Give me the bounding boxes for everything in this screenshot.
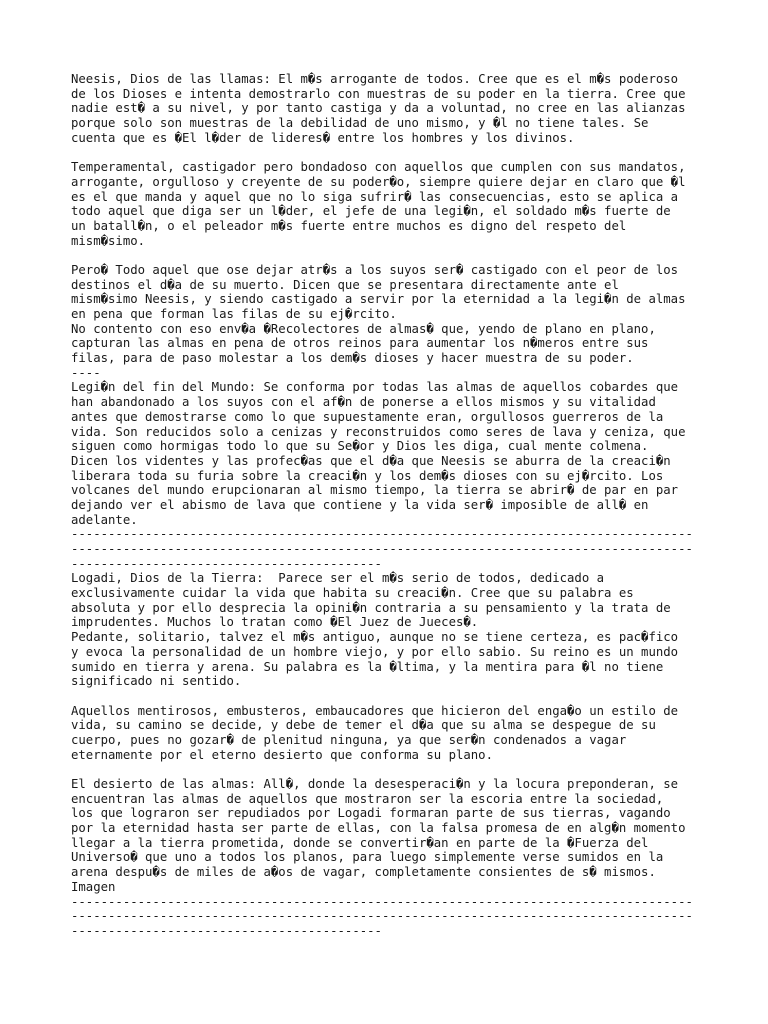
- text-line: filas, para de paso molestar a los dem�s dioses y hacer muestra de su poder.: [71, 351, 634, 366]
- text-line: arena despu�s de miles de a�os de vagar, completamente consientes de s� mismos.: [71, 865, 656, 880]
- paragraph-liars-fate: [71, 704, 711, 763]
- paragraph-legion-and-logadi: [71, 263, 711, 689]
- text-line: sumido en tierra y arena. Su palabra es la �ltima, y la mentira para �l no tiene: [71, 659, 664, 674]
- text-line: por la eternidad hasta ser parte de ellas, con la falsa promesa de en alg�n momento: [71, 821, 686, 836]
- text-line: imprudentes. Muchos lo tratan como �El Juez de Jueces�.: [71, 615, 479, 630]
- separator-line: ------------------------------------------------------------------------------------: [71, 909, 693, 924]
- text-line: nadie est� a su nivel, y por tanto castiga y da a voluntad, no cree en las alianzas: [71, 101, 686, 116]
- paragraph-neesis-intro: [71, 72, 711, 145]
- text-line: y evoca la personalidad de un hombre viejo, y por ello sabio. Su reino es un mundo: [71, 644, 679, 659]
- text-line: adelante.: [71, 512, 138, 527]
- paragraph-spacer: [71, 248, 711, 263]
- text-line: Aquellos mentirosos, embusteros, embaucadores que hicieron del enga�o un estilo de: [71, 703, 679, 718]
- separator-line: ------------------------------------------------------------------------------------: [71, 527, 693, 542]
- text-line: todo aquel que diga ser un l�der, el jefe de una legi�n, el soldado m�s fuerte de: [71, 204, 671, 219]
- text-line: vida, su camino se decide, y debe de temer el d�a que su alma se despegue de su: [71, 718, 656, 733]
- document-page: [71, 72, 711, 939]
- text-line: en pena que forman las filas de su ej�rcito.: [71, 307, 397, 321]
- separator-line: ------------------------------------------------------------------------------------: [71, 542, 693, 556]
- text-line: mism�simo Neesis, y siendo castigado a servir por la eternidad a la legi�n de almas: [71, 292, 686, 307]
- image-label: Imagen: [71, 879, 116, 894]
- paragraph-spacer: [71, 762, 711, 777]
- text-line: significado ni sentido.: [71, 674, 242, 689]
- text-line: Pero� Todo aquel que ose dejar atr�s a los suyos ser� castigado con el peor de los: [71, 262, 679, 277]
- text-line: Universo� que uno a todos los planos, para luego simplemente verse sumidos en la: [71, 850, 664, 865]
- text-line: los que lograron ser repudiados por Logadi formaran parte de sus tierras, vagando: [71, 806, 671, 821]
- text-line: arrogante, orgulloso y creyente de su poder�o, siempre quiere dejar en claro que �l: [71, 174, 686, 189]
- separator-line: ------------------------------------------: [71, 556, 382, 571]
- text-line: antes que demostrarse como lo que supuestamente eran, orgullosos guerreros de la: [71, 409, 664, 424]
- text-line: un batall�n, o el peleador m�s fuerte entre muchos es digno del respeto del: [71, 218, 627, 233]
- text-line: vida. Son reducidos solo a cenizas y reconstruidos como seres de lava y ceniza, que: [71, 424, 686, 439]
- paragraph-desert-of-souls: [71, 777, 711, 939]
- text-line: cuenta que es �El l�der de lideres� entre los hombres y los divinos.: [71, 130, 575, 145]
- text-line: No contento con eso env�a �Recolectores de almas� que, yendo de plano en plano,: [71, 321, 656, 336]
- text-line: cuerpo, pues no gozar� de plenitud ninguna, ya que ser�n condenados a vagar: [71, 732, 627, 747]
- text-line: destinos el d�a de su muerto. Dicen que se presentara directamente ante el: [71, 277, 619, 292]
- text-line: han abandonado a los suyos con el af�n de ponerse a ellos mismos y su vitalidad: [71, 395, 656, 410]
- text-line: llegar a la tierra prometida, donde se convertir�an en parte de la �Fuerza del: [71, 835, 649, 850]
- text-line: es el que manda y aquel que no lo siga sufrir� las consecuencias, esto se aplica a: [71, 189, 679, 204]
- text-line: capturan las almas en pena de otros reinos para aumentar los n�meros entre sus: [71, 336, 649, 351]
- text-line: Dicen los videntes y las profec�as que el d�a que Neesis se aburra de la creaci�n: [71, 453, 671, 468]
- text-line: encuentran las almas de aquellos que mostraron ser la escoria entre la sociedad,: [71, 791, 664, 806]
- paragraph-spacer: [71, 689, 711, 704]
- text-line: Pedante, solitario, talvez el m�s antiguo, aunque no se tiene certeza, es pac�fico: [71, 630, 679, 645]
- text-line: de los Dioses e intenta demostrarlo con muestras de su poder en la tierra. Cree que: [71, 86, 686, 101]
- text-line: eternamente por el eterno desierto que conforma su plano.: [71, 747, 493, 762]
- separator-line: ------------------------------------------: [71, 923, 382, 938]
- separator-short: ----: [71, 365, 101, 380]
- text-line: dejando ver el abismo de lava que contiene y la vida ser� imposible de all� en: [71, 497, 649, 512]
- text-line: Legi�n del fin del Mundo: Se conforma por todas las almas de aquellos cobardes que: [71, 380, 679, 395]
- text-line: mism�simo.: [71, 233, 146, 248]
- text-line: siguen como hormigas todo lo que su Se�or y Dios les diga, cual mente colmena.: [71, 439, 649, 454]
- separator-line: ------------------------------------------------------------------------------------: [71, 894, 693, 909]
- text-line: exclusivamente cuidar la vida que habita su creaci�n. Cree que su palabra es: [71, 586, 634, 601]
- text-line: Neesis, Dios de las llamas: El m�s arrogante de todos. Cree que es el m�s poderoso: [71, 72, 679, 86]
- paragraph-neesis-temperament: [71, 160, 711, 248]
- text-line: porque solo son muestras de la debilidad de uno mismo, y �l no tiene tales. Se: [71, 116, 649, 131]
- text-line: liberara toda su furia sobre la creaci�n y los dem�s dioses con su ej�rcito. Los: [71, 468, 664, 483]
- text-line: volcanes del mundo erupcionaran al mismo tiempo, la tierra se abrir� de par en par: [71, 483, 679, 498]
- text-line: Logadi, Dios de la Tierra: Parece ser el m�s serio de todos, dedicado a: [71, 571, 605, 586]
- text-line: absoluta y por ello desprecia la opini�n contraria a su pensamiento y la trata de: [71, 600, 671, 615]
- text-line: Temperamental, castigador pero bondadoso con aquellos que cumplen con sus mandatos,: [71, 160, 686, 175]
- text-line: El desierto de las almas: All�, donde la desesperaci�n y la locura preponderan, se: [71, 777, 679, 791]
- paragraph-spacer: [71, 145, 711, 160]
